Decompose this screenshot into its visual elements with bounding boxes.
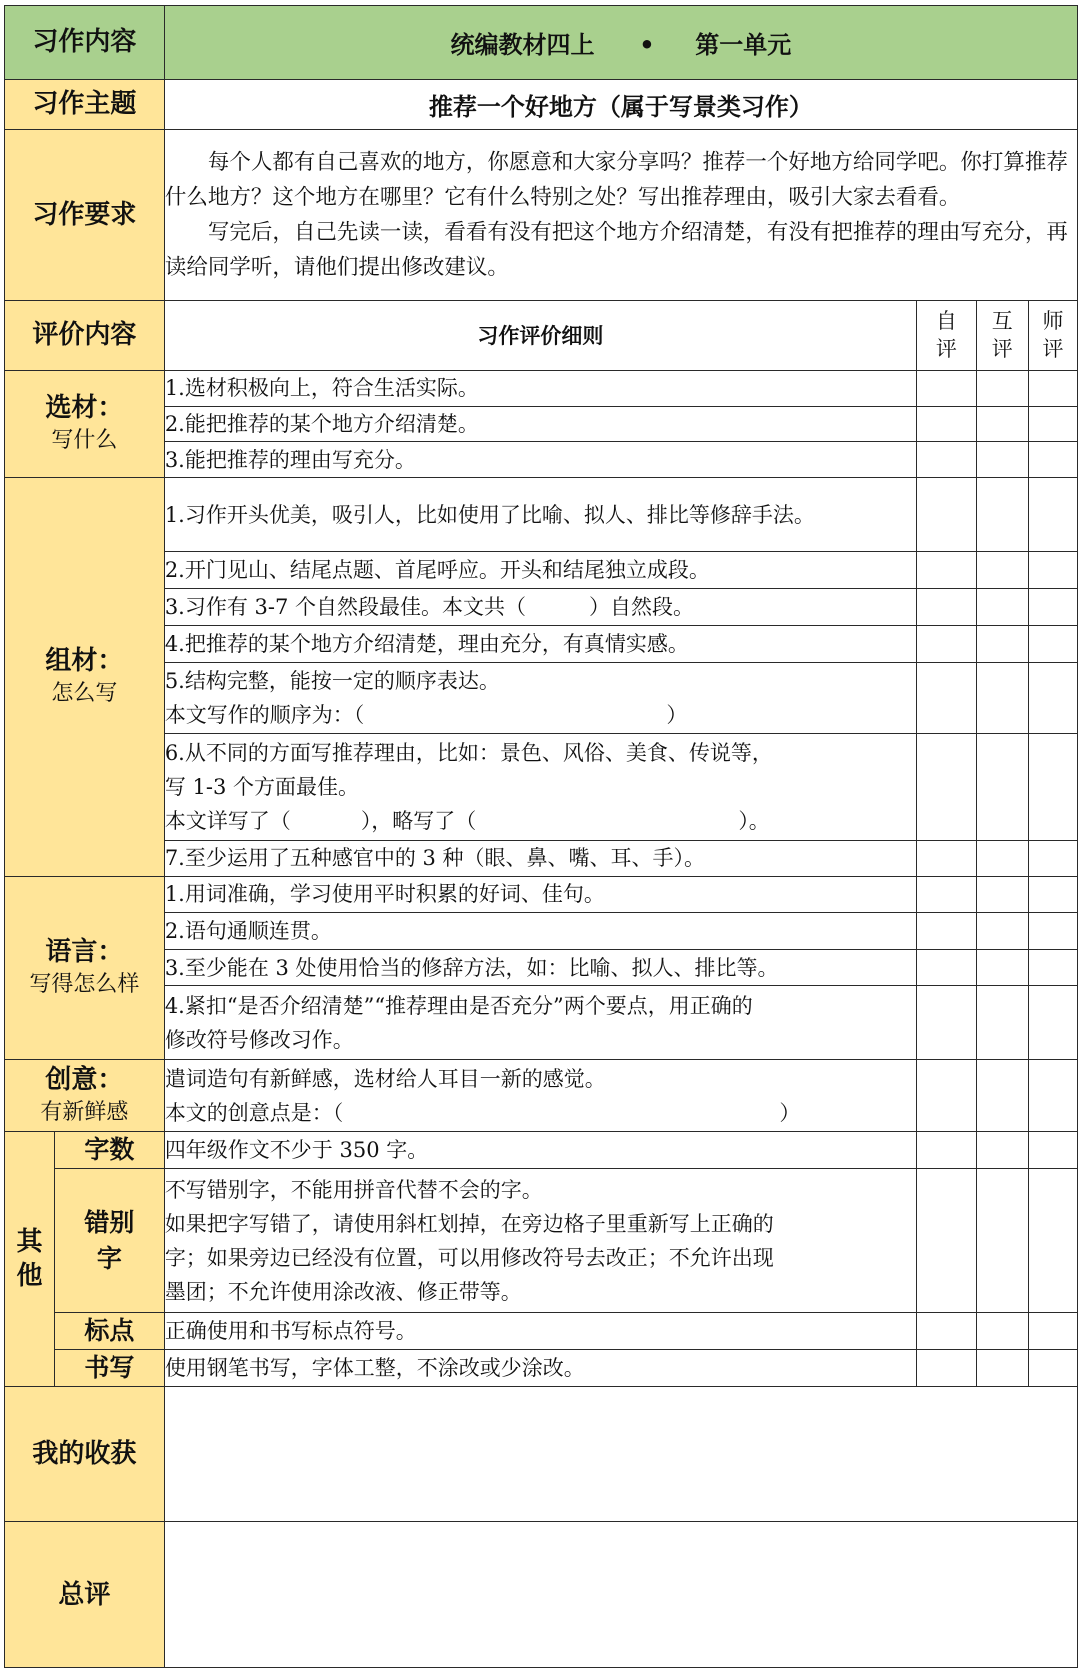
criterion: 2.能把推荐的某个地方介绍清楚。 bbox=[164, 406, 916, 442]
criterion-line: 遣词造句有新鲜感，选材给人耳目一新的感觉。 bbox=[164, 1066, 606, 1091]
criterion bbox=[164, 986, 916, 1060]
section-material bbox=[5, 370, 165, 478]
criterion bbox=[164, 1168, 916, 1312]
self-eval-cell[interactable] bbox=[917, 442, 977, 478]
summary-label: 总评 bbox=[5, 1522, 165, 1668]
section-other bbox=[5, 1131, 55, 1386]
peer-eval-cell[interactable] bbox=[976, 912, 1028, 949]
teacher-eval-cell[interactable] bbox=[1028, 370, 1077, 406]
teacher-eval-cell[interactable] bbox=[1028, 662, 1077, 734]
textbook-name: 统编教材四上 bbox=[450, 30, 595, 59]
criterion: 4.把推荐的某个地方介绍清楚，理由充分，有真情实感。 bbox=[164, 625, 916, 662]
evaluation-label: 评价内容 bbox=[5, 301, 165, 371]
section-subtitle: 写什么 bbox=[51, 428, 118, 454]
peer-eval-cell[interactable] bbox=[976, 552, 1028, 589]
peer-eval-cell[interactable] bbox=[976, 734, 1028, 841]
section-organization bbox=[5, 478, 165, 877]
teacher-eval-cell[interactable] bbox=[1028, 1168, 1077, 1312]
teacher-eval-cell[interactable] bbox=[1028, 876, 1077, 912]
teacher-eval-cell[interactable] bbox=[1028, 478, 1077, 552]
criterion: 3.能把推荐的理由写充分。 bbox=[164, 442, 916, 478]
self-eval-cell[interactable] bbox=[917, 912, 977, 949]
peer-eval-cell[interactable] bbox=[976, 442, 1028, 478]
criterion-line: 不写错别字，不能用拼音代替不会的字。 bbox=[164, 1177, 543, 1202]
self-eval-cell[interactable] bbox=[917, 588, 977, 625]
peer-eval-header bbox=[976, 301, 1028, 371]
criterion-line: 如果把字写错了，请使用斜杠划掉，在旁边格子里重新写上正确的 bbox=[164, 1211, 774, 1236]
content-label: 习作内容 bbox=[5, 6, 165, 80]
criterion: 7.至少运用了五种感官中的 3 种（眼、鼻、嘴、耳、手）。 bbox=[164, 841, 916, 877]
criterion: 1.选材积极向上，符合生活实际。 bbox=[164, 370, 916, 406]
self-eval-cell[interactable] bbox=[917, 949, 977, 986]
creative-fill-line: 本文的创意点是：（ ） bbox=[164, 1100, 801, 1125]
peer-eval-cell[interactable] bbox=[976, 370, 1028, 406]
peer-eval-cell[interactable] bbox=[976, 588, 1028, 625]
peer-eval-cell[interactable] bbox=[976, 478, 1028, 552]
bullet-separator: • bbox=[639, 30, 655, 59]
order-fill-line: 本文写作的顺序为：（ ） bbox=[164, 703, 688, 728]
section-subtitle: 写得怎么样 bbox=[29, 972, 140, 998]
section-subtitle: 有新鲜感 bbox=[40, 1099, 129, 1125]
teacher-eval-cell[interactable] bbox=[1028, 1350, 1077, 1387]
criterion bbox=[164, 1060, 916, 1132]
peer-eval-cell[interactable] bbox=[976, 1168, 1028, 1312]
criterion-line: 6.从不同的方面写推荐理由，比如：景色、风俗、美食、传说等， bbox=[164, 741, 773, 766]
teacher-eval-cell[interactable] bbox=[1028, 588, 1077, 625]
criterion: 2.开门见山、结尾点题、首尾呼应。开头和结尾独立成段。 bbox=[164, 552, 916, 589]
requirements-label: 习作要求 bbox=[5, 129, 165, 300]
peer-eval-cell[interactable] bbox=[976, 1313, 1028, 1350]
self-eval-cell[interactable] bbox=[917, 1060, 977, 1132]
section-title: 创意： bbox=[45, 1064, 124, 1095]
self-eval-cell[interactable] bbox=[917, 662, 977, 734]
teacher-eval-cell[interactable] bbox=[1028, 734, 1077, 841]
teacher-eval-cell[interactable] bbox=[1028, 1060, 1077, 1132]
section-title bbox=[5, 1225, 54, 1293]
other-label-typos bbox=[55, 1168, 165, 1312]
other-label-punctuation: 标点 bbox=[55, 1313, 165, 1350]
section-subtitle: 怎么写 bbox=[51, 681, 118, 707]
criterion-line: 写 1-3 个方面最佳。 bbox=[164, 775, 359, 800]
criterion-line: 墨团；不允许使用涂改液、修正带等。 bbox=[164, 1279, 522, 1304]
criterion: 2.语句通顺连贯。 bbox=[164, 912, 916, 949]
self-eval-cell[interactable] bbox=[917, 1168, 977, 1312]
teacher-eval-cell[interactable] bbox=[1028, 949, 1077, 986]
theme-value: 推荐一个好地方（属于写景类习作） bbox=[164, 79, 1077, 129]
self-eval-header bbox=[917, 301, 977, 371]
criterion-line: 4.紧扣“是否介绍清楚”“推荐理由是否充分”两个要点，用正确的 bbox=[164, 993, 753, 1018]
teacher-eval-cell[interactable] bbox=[1028, 552, 1077, 589]
stacked-char: 自 bbox=[935, 309, 957, 334]
other-label-wordcount: 字数 bbox=[55, 1131, 165, 1168]
self-eval-cell[interactable] bbox=[917, 478, 977, 552]
teacher-eval-header bbox=[1028, 301, 1077, 371]
self-eval-cell[interactable] bbox=[917, 876, 977, 912]
other-label-handwriting: 书写 bbox=[55, 1350, 165, 1387]
criterion: 3.至少能在 3 处使用恰当的修辞方法，如：比喻、拟人、排比等。 bbox=[164, 949, 916, 986]
harvest-label: 我的收获 bbox=[5, 1387, 165, 1522]
section-title: 选材： bbox=[45, 393, 124, 424]
teacher-eval-cell[interactable] bbox=[1028, 912, 1077, 949]
section-title: 组材： bbox=[45, 646, 124, 677]
self-eval-cell[interactable] bbox=[917, 552, 977, 589]
requirements-paragraph: 写完后，自己先读一读，看看有没有把这个地方介绍清楚，有没有把推荐的理由写充分，再读给同学听，请他们提出修改建议。 bbox=[164, 220, 1068, 281]
peer-eval-cell[interactable] bbox=[976, 1350, 1028, 1387]
teacher-eval-cell[interactable] bbox=[1028, 406, 1077, 442]
peer-eval-cell[interactable] bbox=[976, 1131, 1028, 1168]
criterion-line: 5.结构完整，能按一定的顺序表达。 bbox=[164, 669, 500, 694]
criterion-line: 修改符号修改习作。 bbox=[164, 1027, 354, 1052]
self-eval-cell[interactable] bbox=[917, 1350, 977, 1387]
self-eval-cell[interactable] bbox=[917, 841, 977, 877]
peer-eval-cell[interactable] bbox=[976, 662, 1028, 734]
teacher-eval-cell[interactable] bbox=[1028, 986, 1077, 1060]
self-eval-cell[interactable] bbox=[917, 1313, 977, 1350]
criterion bbox=[164, 734, 916, 841]
criterion: 1.用词准确，学习使用平时积累的好词、佳句。 bbox=[164, 876, 916, 912]
criterion: 四年级作文不少于 350 字。 bbox=[164, 1131, 916, 1168]
self-eval-cell[interactable] bbox=[917, 406, 977, 442]
stacked-char: 师 bbox=[1042, 309, 1064, 334]
requirements-text bbox=[164, 129, 1077, 300]
harvest-writing-area[interactable] bbox=[164, 1387, 1077, 1522]
theme-label: 习作主题 bbox=[5, 79, 165, 129]
unit-name: 第一单元 bbox=[695, 30, 792, 59]
detail-fill-line: 本文详写了（ ），略写了（ ）。 bbox=[164, 809, 770, 834]
self-eval-cell[interactable] bbox=[917, 734, 977, 841]
section-language bbox=[5, 876, 165, 1059]
peer-eval-cell[interactable] bbox=[976, 949, 1028, 986]
self-eval-cell[interactable] bbox=[917, 986, 977, 1060]
typos-label: 错别字 bbox=[84, 1207, 135, 1273]
section-creativity bbox=[5, 1060, 165, 1132]
peer-eval-cell[interactable] bbox=[976, 406, 1028, 442]
peer-eval-cell[interactable] bbox=[976, 841, 1028, 877]
stacked-char: 评 bbox=[935, 337, 957, 362]
self-eval-cell[interactable] bbox=[917, 1131, 977, 1168]
criterion-line: 字；如果旁边已经没有位置，可以用修改符号去改正；不允许出现 bbox=[164, 1245, 774, 1270]
peer-eval-cell[interactable] bbox=[976, 876, 1028, 912]
criterion bbox=[164, 662, 916, 734]
rules-title: 习作评价细则 bbox=[164, 301, 916, 371]
criterion: 正确使用和书写标点符号。 bbox=[164, 1313, 916, 1350]
unit-title bbox=[164, 6, 1077, 80]
teacher-eval-cell[interactable] bbox=[1028, 442, 1077, 478]
teacher-eval-cell[interactable] bbox=[1028, 841, 1077, 877]
teacher-eval-cell[interactable] bbox=[1028, 1313, 1077, 1350]
teacher-eval-cell[interactable] bbox=[1028, 1131, 1077, 1168]
teacher-eval-cell[interactable] bbox=[1028, 625, 1077, 662]
section-title: 语言： bbox=[45, 937, 124, 968]
stacked-char: 互 bbox=[991, 309, 1013, 334]
requirements-paragraph: 每个人都有自己喜欢的地方，你愿意和大家分享吗？推荐一个好地方给同学吧。你打算推荐什么地方？这个地方在哪里？它有什么特别之处？写出推荐理由，吸引大家去看看。 bbox=[164, 150, 1068, 211]
stacked-char: 评 bbox=[1042, 337, 1064, 362]
summary-writing-area[interactable] bbox=[164, 1522, 1077, 1668]
stacked-char: 他 bbox=[16, 1261, 43, 1291]
self-eval-cell[interactable] bbox=[917, 625, 977, 662]
peer-eval-cell[interactable] bbox=[976, 1060, 1028, 1132]
criterion: 3.习作有 3-7 个自然段最佳。本文共（ ）自然段。 bbox=[164, 588, 916, 625]
criterion: 使用钢笔书写，字体工整，不涂改或少涂改。 bbox=[164, 1350, 916, 1387]
peer-eval-cell[interactable] bbox=[976, 986, 1028, 1060]
peer-eval-cell[interactable] bbox=[976, 625, 1028, 662]
self-eval-cell[interactable] bbox=[917, 370, 977, 406]
stacked-char: 评 bbox=[991, 337, 1013, 362]
stacked-char: 其 bbox=[16, 1227, 43, 1257]
evaluation-sheet bbox=[4, 5, 1078, 1668]
criterion: 1.习作开头优美，吸引人，比如使用了比喻、拟人、排比等修辞手法。 bbox=[164, 478, 916, 552]
